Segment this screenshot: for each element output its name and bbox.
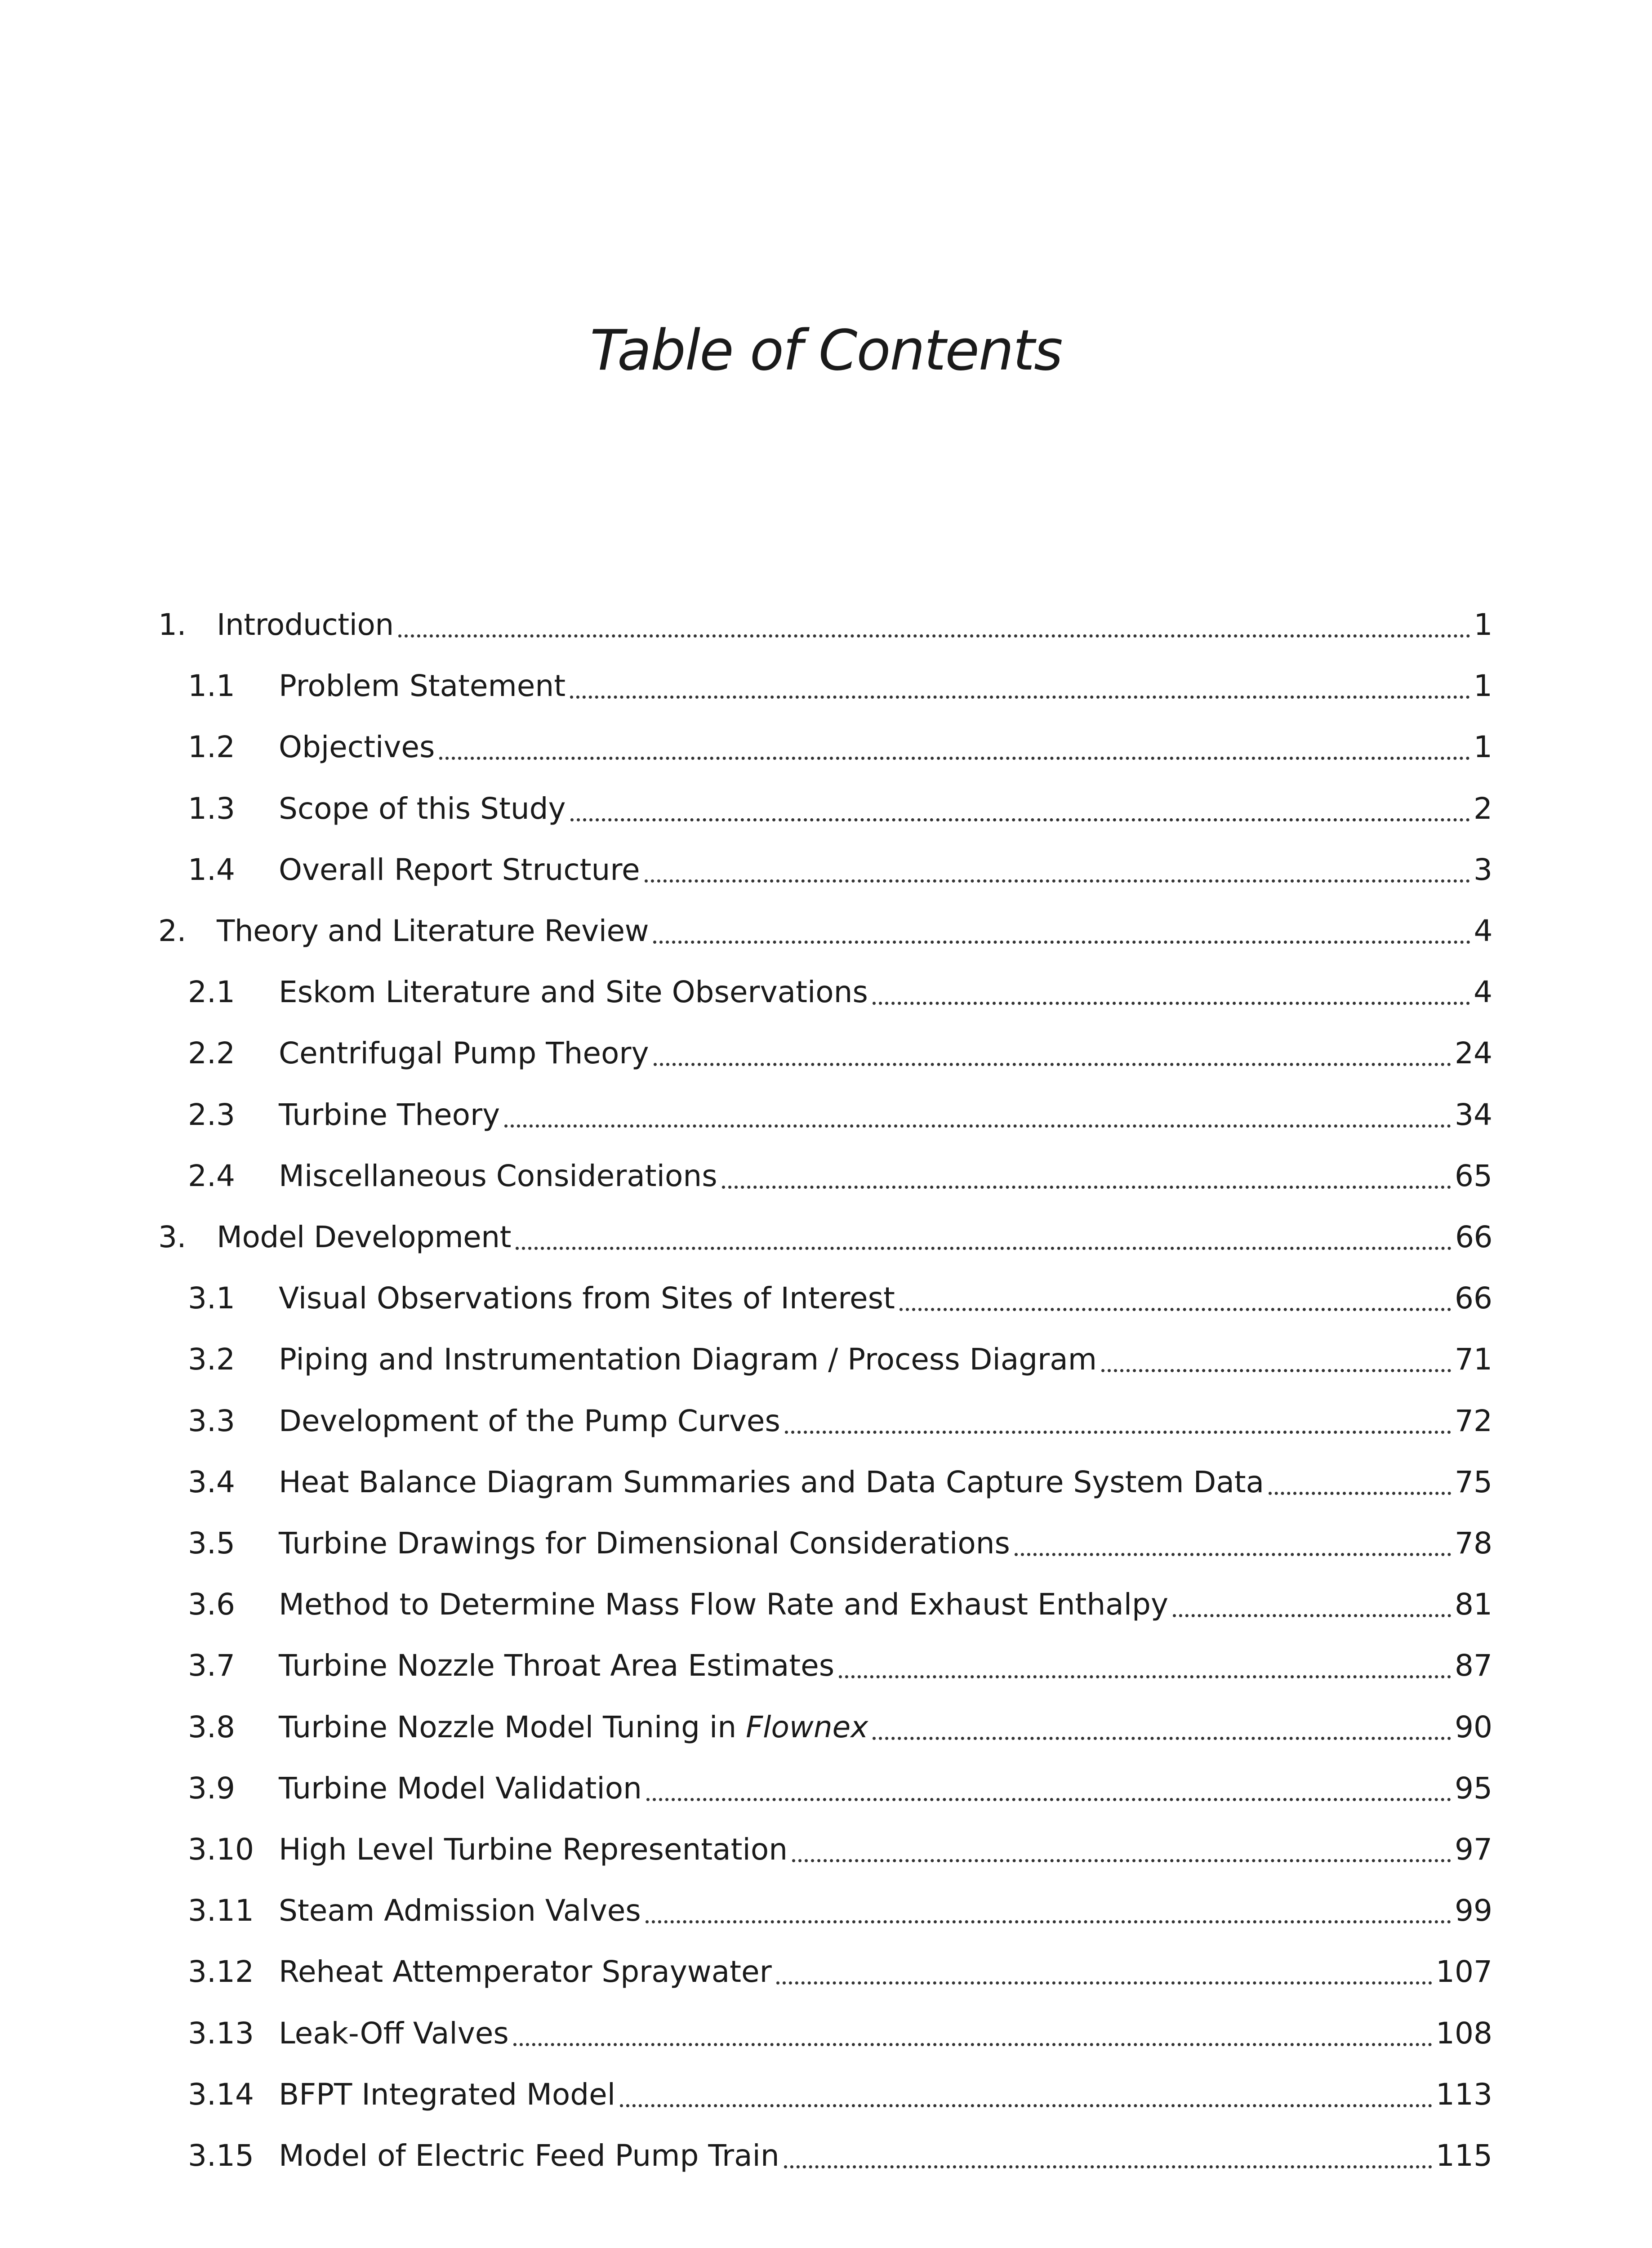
dot-leader: [513, 2011, 1432, 2056]
toc-entry-title: [279, 1582, 1173, 1627]
toc-entry-title: [217, 602, 398, 647]
toc-entry-title: [279, 1766, 646, 1811]
toc-entry-page-number: 75: [1455, 1464, 1492, 1499]
toc-entry-title: [279, 2133, 784, 2178]
toc-entry-title: [279, 970, 873, 1015]
toc-entry-page-number: 72: [1455, 1403, 1492, 1438]
toc-entry-page-number: 108: [1436, 2016, 1492, 2051]
toc-entry-title-text: BFPT Integrated Model: [279, 2077, 616, 2112]
dot-leader: [785, 1399, 1451, 1444]
toc-entry[interactable]: [188, 1460, 1492, 1505]
toc-entry-title: [279, 1643, 839, 1688]
dot-leader: [654, 1031, 1451, 1076]
dot-leader: [570, 786, 1470, 831]
toc-entry-title: [279, 664, 570, 709]
dot-leader: [646, 1766, 1451, 1811]
toc-entry-page-number: 81: [1455, 1587, 1492, 1622]
toc-entry-number: 3.5: [188, 1526, 235, 1561]
toc-entry[interactable]: [158, 1215, 1492, 1260]
toc-entry-title: [279, 1888, 646, 1933]
toc-entry-page-number: 1: [1474, 669, 1492, 704]
toc-entry-title: [279, 1154, 722, 1199]
toc-entry-title-text: Eskom Literature and Site Observations: [279, 975, 868, 1010]
toc-entry-number: 1.4: [188, 852, 235, 887]
toc-entry-title-text: Reheat Attemperator Spraywater: [279, 1954, 772, 1989]
toc-entry-title: [279, 1031, 654, 1076]
dot-leader: [776, 1949, 1432, 1994]
toc-entry-title-text: Development of the Pump Curves: [279, 1403, 780, 1438]
toc-entry-page-number: 66: [1455, 1220, 1492, 1254]
toc-entry-number: 2.: [158, 914, 186, 948]
toc-entry-number: 3.8: [188, 1709, 235, 1744]
toc-entry-page-number: 115: [1436, 2138, 1492, 2173]
toc-entry-title: [279, 1521, 1015, 1566]
toc-entry-title: [279, 1093, 504, 1137]
toc-entry-number: 2.2: [188, 1036, 235, 1071]
toc-entry[interactable]: [188, 1827, 1492, 1872]
toc-entry-title: [279, 1460, 1269, 1505]
toc-entry-page-number: 4: [1474, 975, 1492, 1010]
toc-entry-title-text: Scope of this Study: [279, 791, 566, 826]
dot-leader: [504, 1093, 1451, 1137]
toc-entry[interactable]: [188, 1705, 1492, 1750]
toc-entry[interactable]: [188, 1031, 1492, 1076]
toc-entry-page-number: 24: [1455, 1036, 1492, 1071]
toc-entry-title-text: Method to Determine Mass Flow Rate and Exhaust Enthalpy: [279, 1587, 1169, 1622]
toc-entry-number: 1.2: [188, 730, 235, 765]
toc-entry-title: [279, 725, 439, 770]
dot-leader: [784, 2133, 1432, 2178]
toc-entry-number: 3.2: [188, 1342, 235, 1377]
toc-entry-number: 3.12: [188, 1954, 254, 1989]
dot-leader: [439, 725, 1470, 770]
toc-entry-title: [279, 1276, 899, 1321]
toc-entry-page-number: 107: [1436, 1954, 1492, 1989]
toc-entry-number: 3.: [158, 1220, 186, 1254]
toc-entry-title-text: Turbine Model Validation: [279, 1771, 642, 1806]
toc-entry-number: 3.9: [188, 1771, 235, 1806]
toc-entry-number: 3.4: [188, 1464, 235, 1499]
toc-entry-title: [217, 909, 653, 954]
toc-entry-page-number: 2: [1474, 791, 1492, 826]
toc-entry-number: 3.15: [188, 2138, 254, 2173]
toc-entry-page-number: 95: [1455, 1771, 1492, 1806]
toc-entry-title-text: Turbine Drawings for Dimensional Considerations: [279, 1526, 1010, 1561]
toc-entry[interactable]: [188, 847, 1492, 892]
toc-entry-page-number: 66: [1455, 1281, 1492, 1316]
toc-entry[interactable]: [188, 2133, 1492, 2178]
dot-leader: [722, 1154, 1451, 1199]
toc-entry-title-text: Centrifugal Pump Theory: [279, 1036, 649, 1071]
toc-entry-title-text: Miscellaneous Considerations: [279, 1158, 717, 1193]
dot-leader: [653, 909, 1470, 954]
toc-entry-title-text: Piping and Instrumentation Diagram / Process Diagram: [279, 1342, 1097, 1377]
toc-entry[interactable]: [188, 1154, 1492, 1199]
toc-entry-page-number: 99: [1455, 1893, 1492, 1928]
toc-entry[interactable]: [188, 1888, 1492, 1933]
toc-entry-title-italic: Flownex: [746, 1709, 868, 1744]
toc-entry[interactable]: [188, 664, 1492, 709]
dot-leader: [570, 664, 1470, 709]
toc-entry-number: 2.1: [188, 975, 235, 1010]
toc-entry-title: [279, 1399, 785, 1444]
toc-entry-number: 3.3: [188, 1403, 235, 1438]
toc-entry-title-text: Model Development: [217, 1220, 511, 1254]
toc-entry-number: 3.11: [188, 1893, 254, 1928]
dot-leader: [620, 2072, 1432, 2117]
toc-entry-page-number: 97: [1455, 1832, 1492, 1867]
toc-entry-page-number: 1: [1474, 730, 1492, 765]
toc-entry-title: [279, 1337, 1101, 1382]
toc-entry-number: 2.4: [188, 1158, 235, 1193]
toc-entry-title-text: Heat Balance Diagram Summaries and Data Capture System Data: [279, 1464, 1265, 1499]
toc-entry-number: 3.13: [188, 2016, 254, 2051]
toc-entry-page-number: 113: [1436, 2077, 1492, 2112]
toc-entry-title: [217, 1215, 516, 1260]
toc-entry-title-text: Steam Admission Valves: [279, 1893, 641, 1928]
toc-entry[interactable]: [188, 2011, 1492, 2056]
toc-entry-page-number: 65: [1455, 1158, 1492, 1193]
toc-entry-number: 2.3: [188, 1097, 235, 1132]
toc-entry-page-number: 71: [1455, 1342, 1492, 1377]
dot-leader: [1101, 1337, 1451, 1382]
toc-entry[interactable]: [188, 970, 1492, 1015]
toc-entry[interactable]: [188, 1399, 1492, 1444]
dot-leader: [645, 847, 1470, 892]
page-title: Table of Contents: [590, 318, 1062, 383]
toc-entry-title-text: Leak-Off Valves: [279, 2016, 509, 2051]
toc-entry[interactable]: [188, 1521, 1492, 1566]
toc-entry[interactable]: [188, 1337, 1492, 1382]
toc-entry-title-text: Introduction: [217, 607, 394, 642]
toc-entry-number: 3.7: [188, 1648, 235, 1683]
toc-entry-number: 1.1: [188, 669, 235, 704]
toc-entry-page-number: 90: [1455, 1709, 1492, 1744]
toc-entry-title-text: Overall Report Structure: [279, 852, 640, 887]
toc-entry[interactable]: [188, 786, 1492, 831]
toc-entry-title: [279, 2011, 513, 2056]
toc-entry-title: [279, 2072, 620, 2117]
toc-entry-page-number: 34: [1455, 1097, 1492, 1132]
toc-entry-title-text: Turbine Theory: [279, 1097, 500, 1132]
toc-entry-number: 3.10: [188, 1832, 254, 1867]
dot-leader: [873, 1705, 1451, 1750]
toc-entry-title: [279, 847, 645, 892]
toc-entry-page-number: 78: [1455, 1526, 1492, 1561]
toc-entry-title-text: High Level Turbine Representation: [279, 1832, 788, 1867]
toc-entry[interactable]: [158, 909, 1492, 954]
toc-entry-title-text: Turbine Nozzle Throat Area Estimates: [279, 1648, 835, 1683]
toc-entry-title: [279, 786, 570, 831]
dot-leader: [1173, 1582, 1451, 1627]
toc-entry-title-text: Model of Electric Feed Pump Train: [279, 2138, 779, 2173]
toc-entry-page-number: 1: [1474, 607, 1492, 642]
toc-entry-page-number: 3: [1474, 852, 1492, 887]
toc-entry[interactable]: [188, 725, 1492, 770]
dot-leader: [899, 1276, 1451, 1321]
toc-entry[interactable]: [188, 1276, 1492, 1321]
toc-entry-page-number: 4: [1474, 914, 1492, 948]
toc-entry-number: 3.1: [188, 1281, 235, 1316]
dot-leader: [1269, 1460, 1451, 1505]
toc-entry[interactable]: [158, 602, 1492, 647]
dot-leader: [646, 1888, 1451, 1933]
toc-entry[interactable]: [188, 1949, 1492, 1994]
toc-entry[interactable]: [188, 1093, 1492, 1137]
dot-leader: [1015, 1521, 1451, 1566]
dot-leader: [839, 1643, 1451, 1688]
toc-entry-title-text: Visual Observations from Sites of Interest: [279, 1281, 895, 1316]
toc-entry-title-text: Turbine Nozzle Model Tuning in: [279, 1709, 746, 1744]
toc-entry-number: 3.14: [188, 2077, 254, 2112]
toc-entry[interactable]: [188, 2072, 1492, 2117]
dot-leader: [398, 602, 1470, 647]
dot-leader: [792, 1827, 1451, 1872]
dot-leader: [516, 1215, 1452, 1260]
toc-entry-title: [279, 1949, 776, 1994]
toc-entry-title: [279, 1827, 792, 1872]
toc-entry-title: [279, 1705, 873, 1750]
toc-entry-title-text: Problem Statement: [279, 669, 566, 704]
toc-entry[interactable]: [188, 1582, 1492, 1627]
toc-entry[interactable]: [188, 1643, 1492, 1688]
toc-entry-number: 1.3: [188, 791, 235, 826]
toc-entry-number: 3.6: [188, 1587, 235, 1622]
toc-entry[interactable]: [188, 1766, 1492, 1811]
dot-leader: [873, 970, 1470, 1015]
toc-entry-page-number: 87: [1455, 1648, 1492, 1683]
toc-entry-title-text: Objectives: [279, 730, 435, 765]
toc-entry-title-text: Theory and Literature Review: [217, 914, 649, 948]
toc-entry-number: 1.: [158, 607, 186, 642]
